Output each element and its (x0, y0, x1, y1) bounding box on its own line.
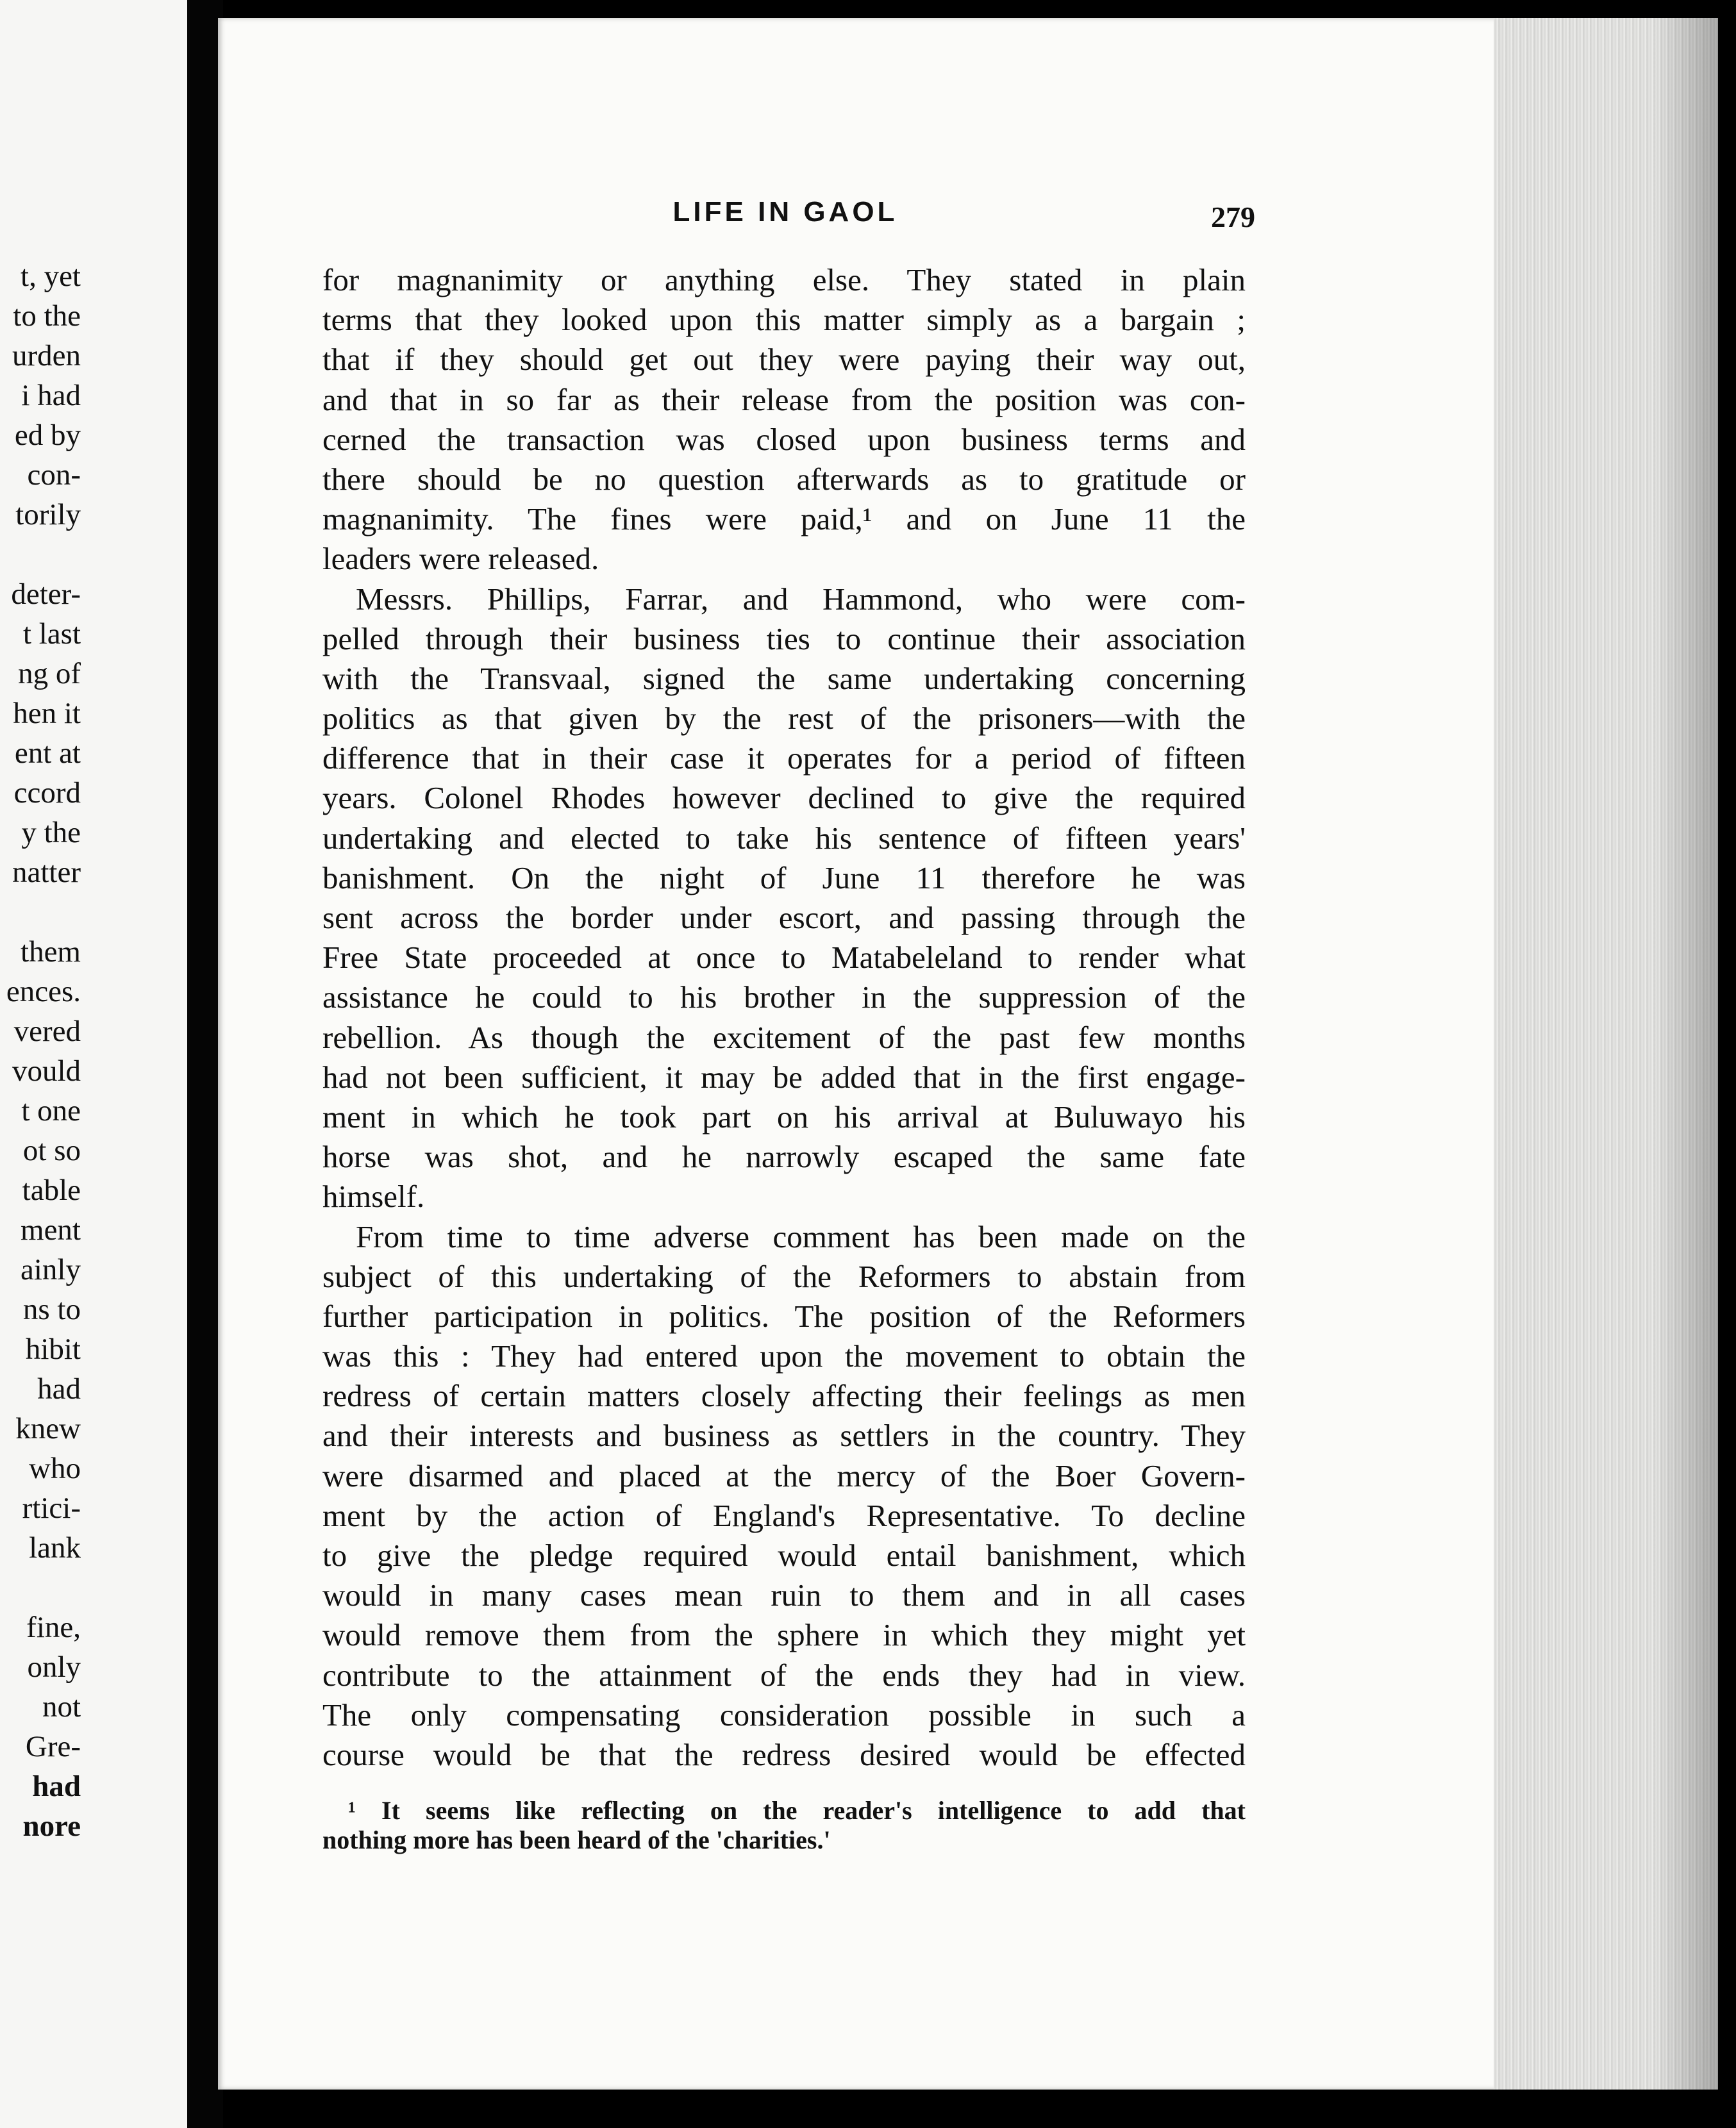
left-page (0, 0, 187, 2128)
footnote-line: ¹ It seems like reflecting on the reader's intelligence to add that (348, 1796, 1246, 1825)
text-line: with the Transvaal, signed the same undertaking concerning (322, 660, 1246, 696)
text-line: difference that in their case it operates for a period of fifteen (322, 740, 1246, 776)
left-fragment: ment (21, 1213, 81, 1247)
left-fragment: fine, (26, 1611, 81, 1644)
left-fragment: ainly (21, 1253, 81, 1286)
text-line: and that in so far as their release from the position was con- (322, 381, 1246, 417)
text-line: pelled through their business ties to continue their association (322, 620, 1246, 656)
text-line: ment by the action of England's Representative. To decline (322, 1497, 1246, 1533)
text-line: assistance he could to his brother in the suppression of the (322, 979, 1246, 1015)
left-fragment: table (22, 1174, 81, 1207)
text-line: contribute to the attainment of the ends they had in view. (322, 1657, 1246, 1693)
left-fragment: had (32, 1770, 81, 1803)
left-fragment: knew (15, 1412, 81, 1445)
text-line: would remove them from the sphere in which they might yet (322, 1617, 1246, 1653)
left-fragment: ccord (13, 776, 81, 810)
text-line: Messrs. Phillips, Farrar, and Hammond, who were com- (356, 581, 1246, 617)
text-line: Free State proceeded at once to Matabeleland to render what (322, 940, 1246, 976)
left-fragment: had (37, 1372, 81, 1406)
body-text (322, 260, 1246, 1775)
left-fragment: hibit (25, 1333, 81, 1366)
left-fragment: rtici- (22, 1492, 81, 1525)
left-fragment: them (21, 935, 81, 968)
text-line: sent across the border under escort, and passing through the (322, 900, 1246, 935)
text-line: years. Colonel Rhodes however declined to give the required (322, 780, 1246, 816)
text-line: that if they should get out they were paying their way out, (322, 342, 1246, 378)
text-line: and their interests and business as settlers in the country. They (322, 1418, 1246, 1454)
left-fragment: natter (12, 856, 81, 889)
left-fragment: i had (21, 379, 81, 412)
left-fragment: Gre- (25, 1730, 81, 1763)
left-fragment: ences. (6, 975, 81, 1008)
left-fragment: deter- (11, 578, 81, 611)
left-fragment: ns to (22, 1293, 81, 1326)
left-fragment: ed by (14, 419, 81, 452)
text-line: politics as that given by the rest of the prisoners—with the (322, 701, 1246, 736)
left-fragment: nore (22, 1809, 81, 1843)
text-line: was this : They had entered upon the movement to obtain the (322, 1338, 1246, 1374)
text-line: had not been sufficient, it may be added that in the first engage- (322, 1059, 1246, 1095)
text-line: magnanimity. The fines were paid,¹ and on June 11 the (322, 501, 1246, 537)
text-line: subject of this undertaking of the Reformers to abstain from (322, 1258, 1246, 1294)
text-line: redress of certain matters closely affecting their feelings as men (322, 1378, 1246, 1414)
text-line: were disarmed and placed at the mercy of the Boer Govern- (322, 1458, 1246, 1493)
footnote (322, 1796, 1246, 1855)
text-line: banishment. On the night of June 11 therefore he was (322, 860, 1246, 895)
fore-edge-shadow (1654, 18, 1718, 2090)
text-line: himself. (322, 1179, 425, 1215)
text-line: ment in which he took part on his arrival at Buluwayo his (322, 1099, 1246, 1135)
left-fragment: vould (12, 1054, 81, 1088)
left-fragment: not (42, 1690, 81, 1724)
text-line: terms that they looked upon this matter simply as a bargain ; (322, 302, 1246, 338)
text-line: leaders were released. (322, 541, 599, 577)
page-number: 279 (1211, 201, 1255, 233)
left-fragment: con- (27, 458, 81, 492)
left-fragment: to the (13, 299, 81, 333)
left-fragment: lank (29, 1531, 81, 1565)
text-line: horse was shot, and he narrowly escaped the same fate (322, 1139, 1246, 1175)
text-line: would in many cases mean ruin to them and in all cases (322, 1577, 1246, 1613)
text-line: there should be no question afterwards as to gratitude or (322, 461, 1246, 497)
left-fragment: who (29, 1452, 81, 1485)
left-fragment: ot so (22, 1134, 81, 1167)
text-line: course would be that the redress desired would be effected (322, 1736, 1246, 1772)
left-fragment: vered (13, 1015, 81, 1048)
text-line: further participation in politics. The position of the Reformers (322, 1298, 1246, 1334)
text-line: for magnanimity or anything else. They stated in plain (322, 262, 1246, 297)
text-line: undertaking and elected to take his sentence of fifteen years' (322, 820, 1246, 856)
running-head (321, 191, 1255, 236)
text-line: cerned the transaction was closed upon business terms and (322, 421, 1246, 457)
left-fragment: t, yet (21, 260, 81, 293)
left-fragment: only (27, 1650, 81, 1684)
text-line: The only compensating consideration possible in such a (322, 1697, 1246, 1733)
left-fragment: y the (21, 816, 81, 849)
running-title: LIFE IN GAOL (672, 196, 898, 228)
left-fragment: torily (15, 498, 81, 531)
text-line: to give the pledge required would entail banishment, which (322, 1538, 1246, 1573)
text-line: rebellion. As though the excitement of the past few months (322, 1019, 1246, 1055)
left-fragment: hen it (13, 697, 81, 730)
left-fragment: t last (22, 617, 81, 651)
text-line: From time to time adverse comment has been made on the (356, 1218, 1246, 1254)
left-fragment: ent at (14, 736, 81, 770)
left-fragment: t one (21, 1094, 81, 1127)
left-fragment: ng of (18, 657, 81, 690)
footnote-line: nothing more has been heard of the 'charities.' (322, 1825, 831, 1854)
left-fragment: urden (12, 339, 81, 372)
